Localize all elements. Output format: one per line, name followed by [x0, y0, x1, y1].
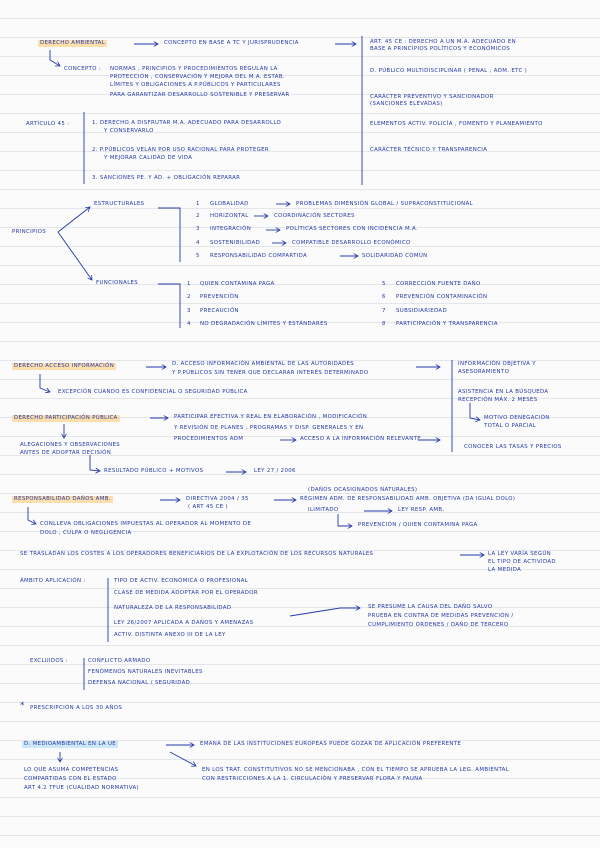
acceso-right: MOTIVO DENEGACIÓN [484, 415, 550, 421]
arrow [50, 50, 60, 66]
func-name: QUIEN CONTAMINA PAGA [200, 281, 275, 287]
arrow [470, 403, 480, 420]
principios-label: PRINCIPIOS [12, 229, 46, 235]
alegaciones: ANTES DE ADOPTAR DECISIÓN [20, 450, 112, 456]
title-acceso-informacion: DERECHO ACCESO INFORMACIÓN [14, 363, 115, 369]
title-derecho-ambiental: DERECHO AMBIENTAL [40, 40, 106, 46]
resultado: RESULTADO PÚBLICO + MOTIVOS [104, 468, 204, 474]
title-ue: D. MEDIOAMBIENTAL EN LA UE [24, 741, 116, 747]
func-name: PREVENCIÓN [200, 294, 239, 300]
acceso-desc: Y P.PÚBLICOS SIN TENER QUE DECLARAR INTERÉS DETERMINADO [172, 370, 369, 376]
concepto-line: PROTECCIÓN , CONSERVACIÓN Y MEJORA DEL M.A. ESTAB. [110, 74, 285, 80]
concepto-line: NORMAS , PRINCIPIOS Y PROCEDIMIENTOS REGULAN LA [110, 66, 278, 72]
estr-desc: COMPATIBLE DESARROLLO ECONÓMICO [292, 240, 411, 246]
brace-funcionales [58, 232, 92, 280]
func-name: PARTICIPACIÓN Y TRANSPARENCIA [396, 321, 498, 327]
presume: PRUEBA EN CONTRA DE MEDIDAS PREVENCIÓN / [368, 613, 514, 619]
estr-name: HORIZONTAL [210, 213, 249, 219]
func-name: NO DEGRADACIÓN LÍMITES Y ESTÁNDARES [200, 321, 328, 327]
ley-27-2006: LEY 27 / 2006 [254, 468, 296, 474]
excluido-item: DEFENSA NACIONAL / SEGURIDAD [88, 680, 191, 686]
conlleva: DOLO , CULPA O NEGLIGENCIA [40, 530, 132, 536]
acceso-right: RECEPCIÓN MÁX. 2 MESES [458, 397, 538, 403]
acceso-right: INFORMACIÓN OBJETIVA Y [458, 361, 536, 367]
estr-num: 4 [196, 240, 200, 246]
art45-ce: ( ART 45 CE ) [188, 504, 228, 510]
costes-right: LA LEY VARÍA SEGÚN [488, 551, 551, 557]
estr-name: GLOBALIDAD [210, 201, 249, 207]
concepto-label: CONCEPTO : [64, 66, 102, 72]
func-num: 1 [187, 281, 191, 287]
art45-line: ELEMENTOS ACTIV. POLICÍA , FOMENTO Y PLANEAMIENTO [370, 121, 543, 127]
art45-line: BASE A PRINCIPIOS POLÍTICOS Y ECONÓMICOS [370, 46, 510, 52]
articulo-label: ARTÍCULO 45 : [26, 121, 70, 127]
ambito-item: CLASE DE MEDIDA ADOPTAR POR EL OPERADOR [114, 590, 258, 596]
estr-num: 5 [196, 253, 200, 259]
articulo-line: 3. SANCIONES PE. Y AD. + OBLIGACIÓN REPARAR [92, 175, 241, 181]
costes: SE TRASLADAN LOS COSTES A LOS OPERADORES BENEFICIARIOS DE LA EXPLOTACIÓN DE LOS RECURSOS NATURALES [20, 551, 374, 557]
func-num: 3 [187, 308, 191, 314]
prevencion-paga: PREVENCIÓN / QUIEN CONTAMINA PAGA [358, 522, 478, 528]
arrow [90, 455, 100, 471]
arrow [170, 752, 196, 766]
emana: EMANA DE LAS INSTITUCIONES EUROPEAS PUEDE GOZAR DE APLICACIÓN PREFERENTE [200, 741, 462, 747]
articulo-line: Y CONSERVARLO [104, 128, 154, 134]
acceso-right: ASISTENCIA EN LA BÚSQUEDA [458, 389, 549, 395]
ue-left: ART 4.2 TFUE (CUALIDAD NORMATIVA) [24, 785, 139, 791]
func-name: CORRECCIÓN FUENTE DAÑO [396, 281, 481, 287]
ambito-label: ÁMBITO APLICACIÓN : [20, 578, 86, 584]
acceso-right: ASESORAMIENTO [458, 369, 510, 375]
tratados: EN LOS TRAT. CONSTITUTIVOS NO SE MENCIONABA , CON EL TIEMPO SE APRUEBA LA LEG. AMBIENTAL [202, 767, 510, 773]
excluido-item: CONFLICTO ARMADO [88, 658, 151, 664]
title-responsabilidad: RESPONSABILIDAD DAÑOS AMB. [14, 496, 111, 502]
func-name: SUBSIDIARIEDAD [396, 308, 447, 314]
art45-line: CARÁCTER TÉCNICO Y TRANSPARENCIA [370, 147, 488, 153]
arrow [290, 608, 360, 616]
estructurales-label: ESTRUCTURALES [94, 201, 145, 207]
estr-num: 2 [196, 213, 200, 219]
estr-num: 1 [196, 201, 200, 207]
alegaciones: ALEGACIONES Y OBSERVACIONES [20, 442, 121, 448]
concepto-base: CONCEPTO EN BASE A TC Y JURISPRUDENCIA [164, 40, 299, 46]
participacion-desc: Y REVISIÓN DE PLANES , PROGRAMAS Y DISP. GENERALES Y EN [174, 425, 364, 431]
funcionales-label: FUNCIONALES [96, 280, 139, 286]
concepto-line: LÍMITES Y OBLIGACIONES A P.PÚBLICOS Y PARTICULARES [110, 82, 281, 88]
articulo-line: 2. P.PÚBLICOS VELAN POR USO RACIONAL PARA PROTEGER [92, 147, 269, 153]
conlleva: CONLLEVA OBLIGACIONES IMPUESTAS AL OPERADOR AL MOMENTO DE [40, 521, 252, 527]
brace-estr [158, 208, 180, 262]
acceso-relevante: ACCESO A LA INFORMACIÓN RELEVANTE [300, 436, 422, 442]
estr-name: INTEGRACIÓN [210, 226, 252, 232]
excluido-item: FENÓMENOS NATURALES INEVITABLES [88, 669, 203, 675]
arrow [40, 374, 50, 392]
ambito-item: LEY 26/2007 APLICADA A DAÑOS Y AMENAZAS [114, 620, 254, 626]
func-num: 6 [382, 294, 386, 300]
regimen: RÉGIMEN ADM. DE RESPONSABILIDAD AMB. OBJETIVA (DA IGUAL DOLO) [300, 496, 516, 502]
articulo-line: Y MEJORAR CALIDAD DE VIDA [104, 155, 193, 161]
func-num: 8 [382, 321, 386, 327]
estr-desc: POLÍTICAS SECTORES CON INCIDENCIA M.A. [286, 226, 419, 232]
prescripcion: PRESCRIPCIÓN A LOS 30 AÑOS [30, 705, 123, 711]
arrow [28, 507, 36, 524]
func-num: 5 [382, 281, 386, 287]
func-name: PRECAUCIÓN [200, 308, 239, 314]
danos-naturales: (DAÑOS OCASIONADOS NATURALES) [308, 487, 418, 493]
func-num: 4 [187, 321, 191, 327]
arrow [338, 514, 352, 526]
acceso-right: CONOCER LAS TASAS Y PRECIOS [464, 444, 562, 450]
art45-line: CARÁCTER PREVENTIVO Y SANCIONADOR [370, 94, 494, 100]
costes-right: LA MEDIDA [488, 567, 522, 573]
asterisk-icon: * [20, 701, 25, 711]
ley-resp: LEY RESP. AMB. [398, 507, 445, 513]
brace-estructurales [58, 207, 90, 232]
ambito-item: NATURALEZA DE LA RESPONSABILIDAD [114, 605, 232, 611]
ambito-item: ACTIV. DISTINTA ANEXO III DE LA LEY [114, 632, 226, 638]
estr-name: RESPONSABILIDAD COMPARTIDA [210, 253, 308, 259]
costes-right: EL TIPO DE ACTIVIDAD [488, 559, 556, 565]
func-num: 7 [382, 308, 386, 314]
brace-func [158, 284, 180, 328]
estr-name: SOSTENIBILIDAD [210, 240, 261, 246]
tratados: CON RESTRICCIONES A LA 1. CIRCULACIÓN Y PRESERVAR FLORA Y FAUNA [202, 776, 423, 782]
func-num: 2 [187, 294, 191, 300]
presume: SE PRESUME LA CAUSA DEL DAÑO SALVO [368, 604, 493, 610]
ue-left: COMPARTIDAS CON EL ESTADO [24, 776, 117, 782]
estr-desc: COORDINACIÓN SECTORES [274, 213, 355, 219]
ilimitado: ILIMITADO [308, 507, 339, 513]
acceso-right: TOTAL O PARCIAL [484, 423, 537, 429]
excluidos-label: EXCLUIDOS : [30, 658, 68, 664]
ambito-item: TIPO DE ACTIV. ECONÓMICA O PROFESIONAL [114, 578, 249, 584]
art45-line: D. PÚBLICO MULTIDISCIPLINAR ( PENAL , ADM. ETC ) [370, 68, 528, 74]
title-participacion: DERECHO PARTICIPACIÓN PÚBLICA [14, 415, 118, 421]
directiva: DIRECTIVA 2004 / 35 [186, 496, 249, 502]
presume: CUMPLIMIENTO ÓRDENES / DAÑO DE TERCERO [368, 622, 509, 628]
art45-line: ART. 45 CE : DERECHO A UN M.A. ADECUADO EN [370, 39, 516, 45]
participacion-desc: PARTICIPAR EFECTIVA Y REAL EN ELABORACIÓN , MODIFICACIÓN [174, 414, 368, 420]
estr-desc: PROBLEMAS DIMENSIÓN GLOBAL / SUPRACONSTITUCIONAL [296, 201, 473, 207]
art45-line: (SANCIONES ELEVADAS) [370, 101, 443, 107]
estr-desc: SOLIDARIDAD COMÚN [362, 253, 428, 259]
participacion-desc: PROCEDIMIENTOS ADM [174, 436, 244, 442]
func-name: PREVENCIÓN CONTAMINACIÓN [396, 294, 488, 300]
acceso-desc: D. ACCESO INFORMACIÓN AMBIENTAL DE LAS AUTORIDADES [172, 361, 355, 367]
ue-left: LO QUE ASUMA COMPETENCIAS [24, 767, 119, 773]
concepto-line: PARA GARANTIZAR DESARROLLO SOSTENIBLE Y PRESERVAR [110, 92, 290, 98]
estr-num: 3 [196, 226, 200, 232]
excepcion: EXCEPCIÓN CUANDO ES CONFIDENCIAL O SEGURIDAD PÚBLICA [58, 389, 248, 395]
articulo-line: 1. DERECHO A DISFRUTAR M.A. ADECUADO PARA DESARROLLO [92, 120, 282, 126]
